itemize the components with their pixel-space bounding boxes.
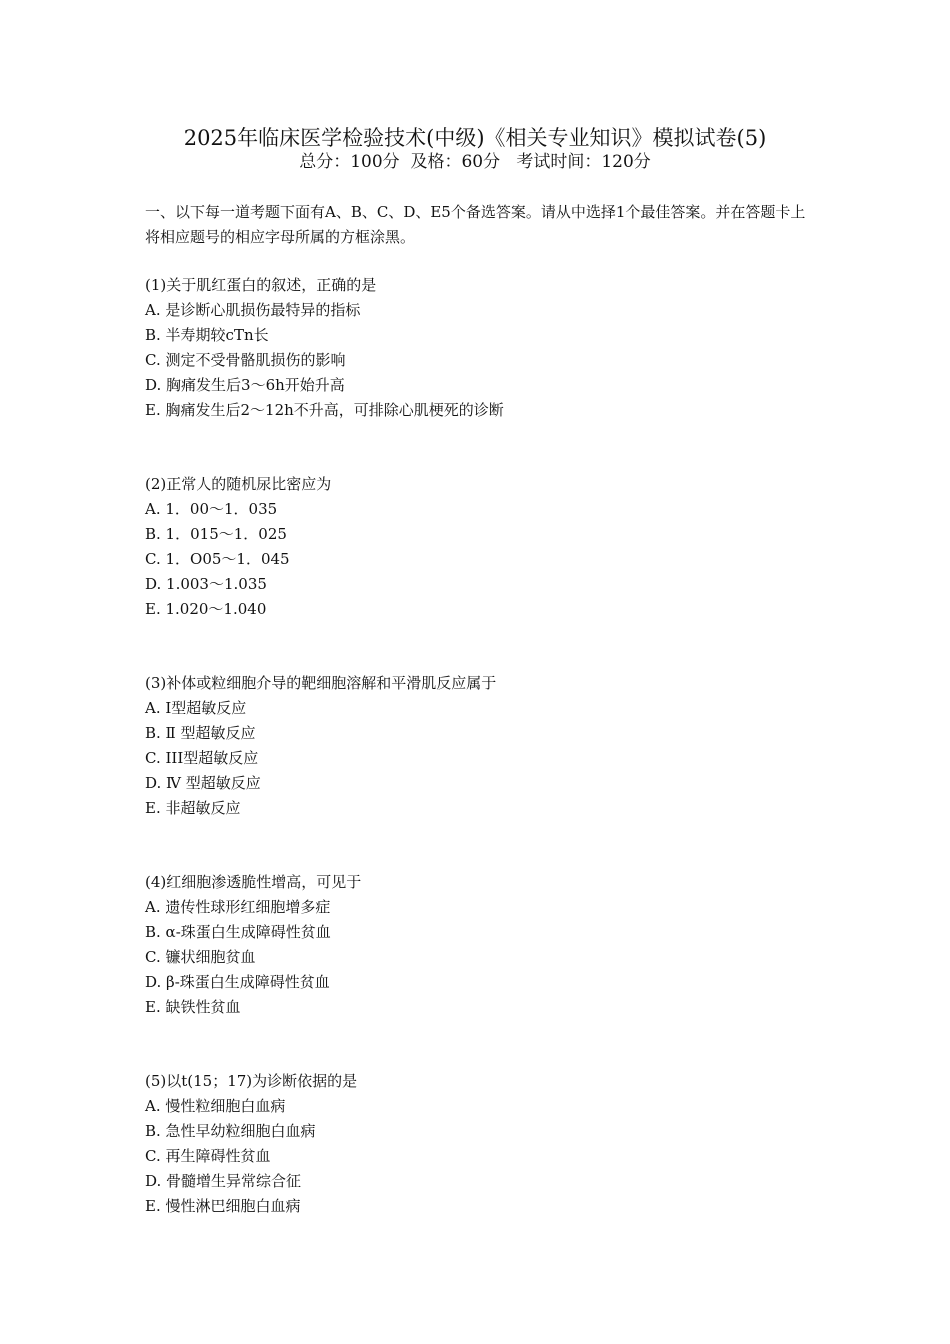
- question-2: [145, 472, 815, 622]
- option-b: B. 急性早幼粒细胞白血病: [145, 1122, 316, 1140]
- option-c: C. 测定不受骨骼肌损伤的影响: [145, 351, 346, 369]
- option-e: E. 慢性淋巴细胞白血病: [145, 1197, 301, 1215]
- option-e: E. 非超敏反应: [145, 799, 241, 817]
- option-a: A. 是诊断心肌损伤最特异的指标: [145, 301, 361, 319]
- option-e: E. 缺铁性贫血: [145, 998, 241, 1016]
- option-e: E. 胸痛发生后2～12h不升高，可排除心肌梗死的诊断: [145, 401, 504, 419]
- question-stem: (5)以t(15；17)为诊断依据的是: [145, 1072, 358, 1090]
- option-d: D. 胸痛发生后3～6h开始升高: [145, 376, 345, 394]
- option-e: E. 1.020～1.040: [145, 600, 267, 618]
- question-5: [145, 1069, 815, 1219]
- option-a: A. 遗传性球形红细胞增多症: [145, 898, 331, 916]
- option-d: D. 骨髓增生异常综合征: [145, 1172, 302, 1190]
- option-c: C. 再生障碍性贫血: [145, 1147, 271, 1165]
- question-stem: (4)红细胞渗透脆性增高，可见于: [145, 873, 362, 891]
- question-1: [145, 273, 815, 423]
- option-d: D. β-珠蛋白生成障碍性贫血: [145, 973, 330, 991]
- option-b: B. Ⅱ 型超敏反应: [145, 724, 256, 742]
- option-c: C. 镰状细胞贫血: [145, 948, 256, 966]
- option-a: A. 1．00～1．035: [145, 500, 278, 518]
- option-d: D. 1.003～1.035: [145, 575, 267, 593]
- section-instructions: 一、以下每一道考题下面有A、B、C、D、E5个备选答案。请从中选择1个最佳答案。并在答题卡上将相应题号的相应字母所属的方框涂黑。: [145, 203, 806, 246]
- question-3: [145, 671, 815, 821]
- option-c: C. 1．O05～1．045: [145, 550, 290, 568]
- page-title: 2025年临床医学检验技术(中级)《相关专业知识》模拟试卷(5): [183, 126, 767, 150]
- exam-info: 总分：100分 及格：60分 考试时间：120分: [299, 152, 651, 172]
- question-stem: (2)正常人的随机尿比密应为: [145, 475, 332, 493]
- question-stem: (1)关于肌红蛋白的叙述，正确的是: [145, 276, 377, 294]
- option-b: B. α-珠蛋白生成障碍性贫血: [145, 923, 331, 941]
- option-a: A. I型超敏反应: [145, 699, 247, 717]
- option-b: B. 半寿期较cTn长: [145, 326, 269, 344]
- question-4: [145, 870, 815, 1020]
- option-d: D. Ⅳ 型超敏反应: [145, 774, 261, 792]
- option-b: B. 1．015～1．025: [145, 525, 287, 543]
- question-stem: (3)补体或粒细胞介导的靶细胞溶解和平滑肌反应属于: [145, 674, 497, 692]
- option-c: C. III型超敏反应: [145, 749, 259, 767]
- option-a: A. 慢性粒细胞白血病: [145, 1097, 286, 1115]
